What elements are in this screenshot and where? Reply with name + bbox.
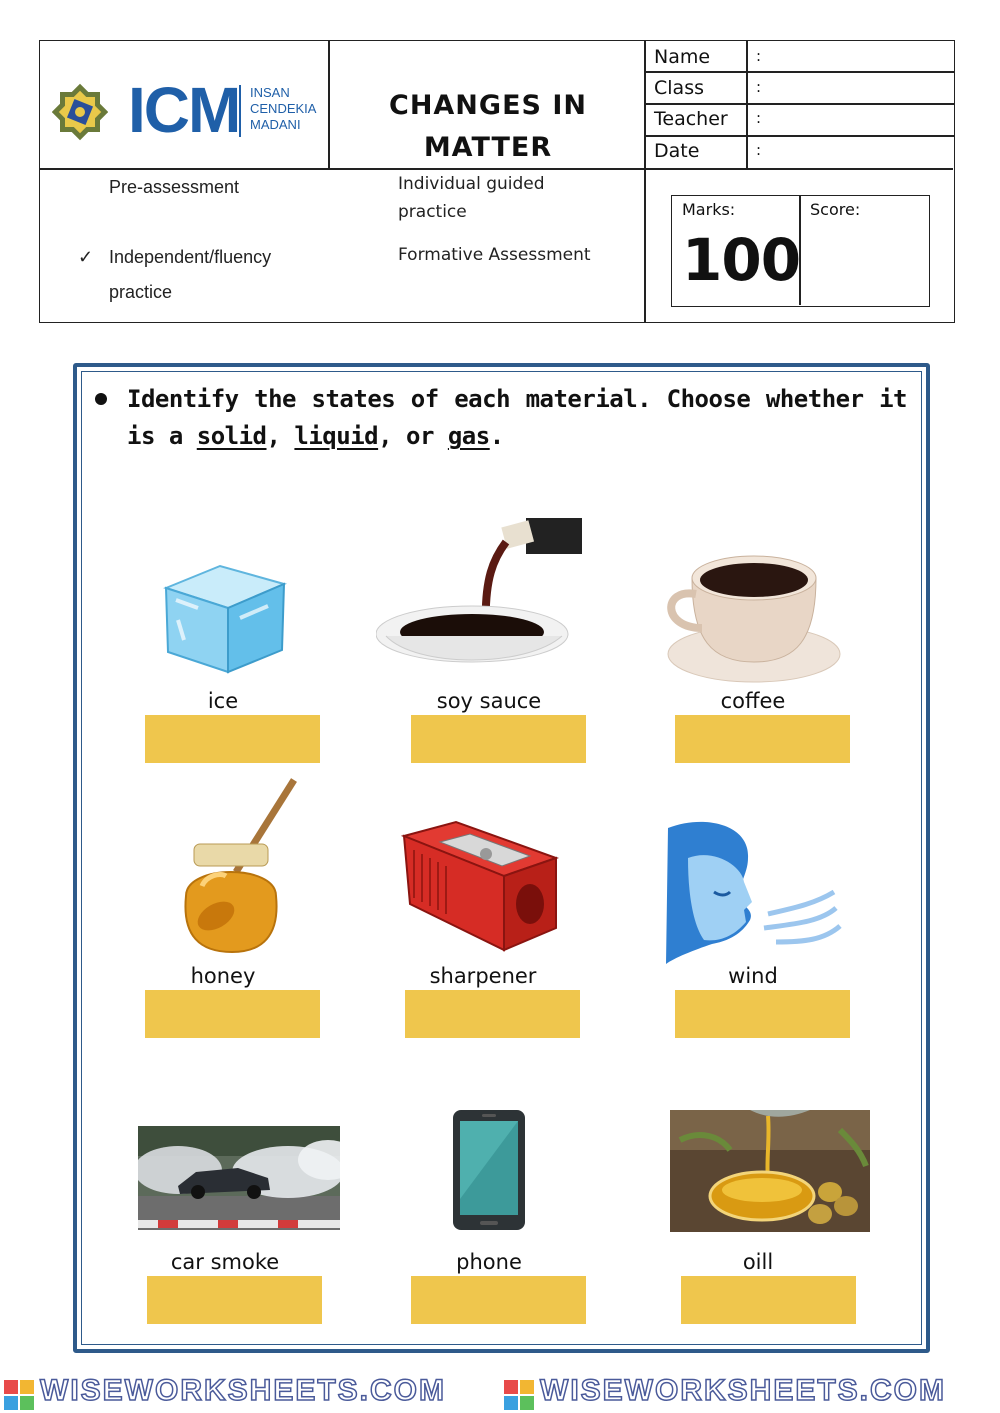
- answer-box-sharpener[interactable]: [405, 990, 580, 1038]
- wiseworksheets-logo-icon: [504, 1380, 534, 1410]
- item-label-oil: oill: [742, 1250, 774, 1274]
- teacher-field[interactable]: :: [756, 109, 762, 127]
- logo-subtitle-line: INSAN: [250, 85, 290, 100]
- option-liquid: liquid: [294, 422, 379, 450]
- item-label-phone: phone: [456, 1250, 522, 1274]
- instruction-text: [127, 381, 907, 455]
- instruction-part: ,: [266, 422, 295, 450]
- class-field[interactable]: :: [756, 78, 762, 96]
- wiseworksheets-logo-icon: [4, 1380, 34, 1410]
- date-field[interactable]: :: [756, 141, 762, 159]
- item-label-sharpener: sharpener: [429, 964, 537, 988]
- school-logo: [52, 74, 317, 147]
- answer-box-wind[interactable]: [675, 990, 850, 1038]
- independent-label-line2: practice: [109, 282, 173, 302]
- logo-brand: ICM: [128, 74, 240, 146]
- watermark-text: WISEWORKSHEETS.COM: [40, 1374, 447, 1407]
- pencil-sharpener-icon: [400, 818, 560, 954]
- instruction-part: Identify the states of each material. Choose whether it is a: [127, 385, 907, 450]
- logo-subtitle-line: CENDEKIA: [250, 101, 317, 116]
- item-label-wind: wind: [728, 964, 778, 988]
- answer-box-car-smoke[interactable]: [147, 1276, 322, 1324]
- worksheet-title: [330, 85, 646, 169]
- divider: [644, 41, 646, 322]
- wind-blowing-face-icon: [664, 818, 844, 968]
- pre-assessment-label: Pre-assessment: [109, 177, 240, 197]
- marks-label: Marks:: [682, 200, 736, 219]
- olive-oil-photo-icon: [670, 1110, 870, 1232]
- answer-box-soy-sauce[interactable]: [411, 715, 586, 763]
- score-label: Score:: [810, 200, 861, 219]
- answer-box-honey[interactable]: [145, 990, 320, 1038]
- bullet-icon: [95, 393, 107, 405]
- header-table: [39, 40, 955, 323]
- answer-box-ice[interactable]: [145, 715, 320, 763]
- car-smoke-photo-icon: [138, 1126, 340, 1230]
- instruction-part: .: [489, 422, 504, 450]
- instruction-part: , or: [378, 422, 448, 450]
- item-label-car-smoke: car smoke: [170, 1250, 280, 1274]
- logo-subtitle: [250, 85, 316, 133]
- logo-subtitle-line: MADANI: [250, 117, 301, 132]
- watermark-text: WISEWORKSHEETS.COM: [540, 1374, 947, 1407]
- answer-box-coffee[interactable]: [675, 715, 850, 763]
- footer-watermark: [0, 1372, 1000, 1412]
- name-field[interactable]: :: [756, 47, 762, 65]
- formative-assessment-label: Formative Assessment: [398, 245, 591, 265]
- teacher-label: Teacher: [654, 108, 728, 130]
- name-label: Name: [654, 46, 711, 68]
- item-label-coffee: coffee: [720, 689, 786, 713]
- title-line: MATTER: [423, 132, 553, 163]
- title-line: CHANGES IN: [389, 90, 587, 121]
- option-solid: solid: [196, 422, 267, 450]
- marks-box: [671, 195, 930, 307]
- divider: [746, 41, 748, 168]
- coffee-cup-icon: [662, 550, 842, 684]
- class-label: Class: [654, 77, 704, 99]
- logo-divider: [239, 85, 241, 137]
- ice-cube-icon: [158, 560, 290, 676]
- guided-practice-label: Individual guided: [398, 174, 545, 194]
- answer-box-phone[interactable]: [411, 1276, 586, 1324]
- date-label: Date: [654, 140, 700, 162]
- item-label-ice: ice: [207, 689, 239, 713]
- phone-icon: [452, 1109, 526, 1231]
- answer-box-oil[interactable]: [681, 1276, 856, 1324]
- soy-sauce-icon: [376, 518, 582, 688]
- guided-practice-label-line2: practice: [398, 202, 467, 222]
- item-label-honey: honey: [190, 964, 256, 988]
- item-label-soy-sauce: soy sauce: [436, 689, 542, 713]
- honey-jar-icon: [176, 776, 302, 956]
- star-emblem-icon: [52, 79, 108, 145]
- check-icon: ✓: [78, 247, 94, 267]
- option-gas: gas: [447, 422, 490, 450]
- marks-value: 100: [682, 226, 801, 294]
- independent-label: Independent/fluency: [109, 247, 272, 267]
